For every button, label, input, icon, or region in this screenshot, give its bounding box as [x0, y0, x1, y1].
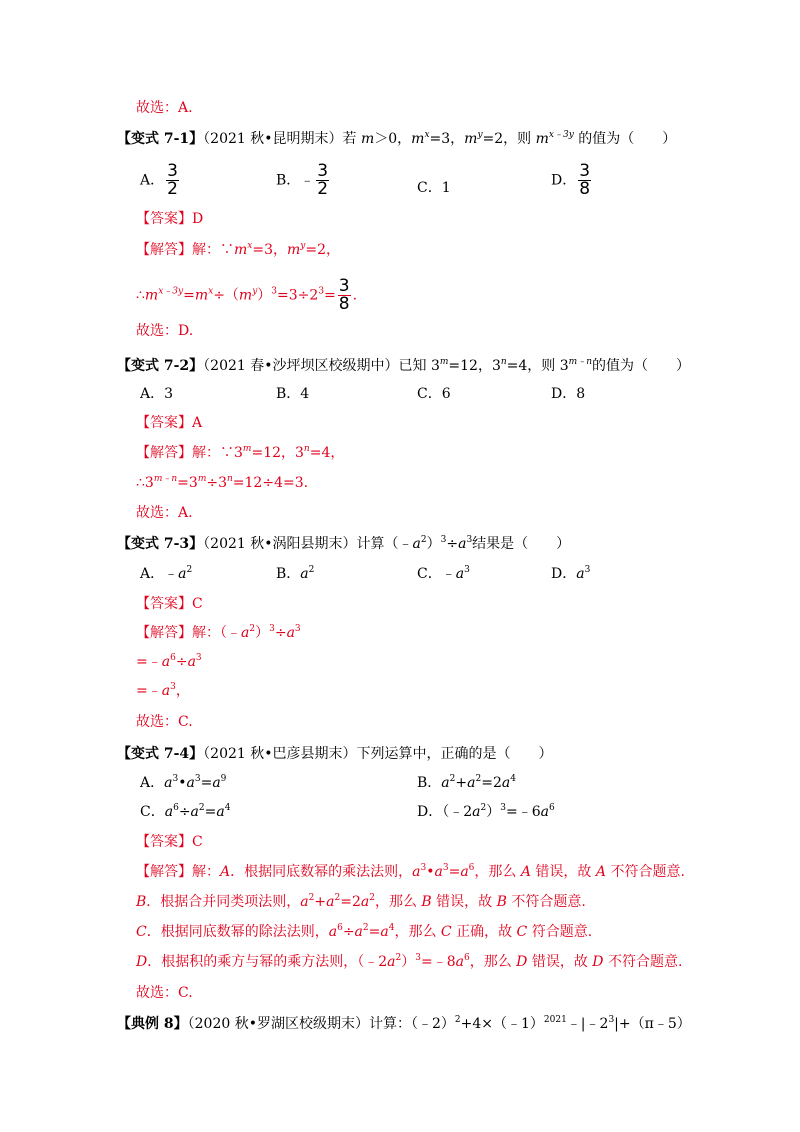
solution-line-1: 【解答】解：$\because m^x=3$，$m^y=2$，	[136, 241, 341, 258]
question-7-3-stem: 【变式 7-3】（2021 秋•涡阳县期末）计算$(﹣a^2)^3\div a^3$结果是（ ）	[117, 535, 571, 552]
option-b: B．$a^2$	[276, 565, 315, 582]
option-a: A．$a^3•a^3=a^9$	[140, 774, 227, 791]
solution-final: 故选：D.	[136, 323, 194, 339]
option-c: C．$a^6\div a^2=a^4$	[140, 803, 231, 820]
option-d: D．$(﹣2a^2)^3=﹣6a^6$	[417, 803, 555, 820]
option-d: D． $\frac{3}{8}$	[551, 161, 591, 199]
solution-final: 故选：A.	[136, 505, 193, 521]
solution-line-3: $=﹣a^3$，	[136, 682, 190, 699]
option-c: C．6	[417, 386, 451, 402]
answer-label: 【答案】D	[136, 211, 204, 227]
question-tag: 【变式 7-1】	[117, 131, 204, 147]
option-c: C．1	[417, 180, 451, 196]
solution-final: 故选：C.	[136, 985, 193, 1001]
option-a: A．$﹣a^2$	[140, 565, 193, 582]
solution-line-2: $\therefore m^{x﹣3y}=m^x\div(m^y)^3=3\div 2^3=$ $\frac{3}{8}$ .	[136, 276, 358, 314]
answer-label: 【答案】C	[136, 596, 203, 612]
option-b: B．﹣ $\frac{3}{2}$	[276, 161, 329, 199]
option-a: A．3	[140, 386, 174, 402]
option-b: B．4	[276, 386, 310, 402]
option-a: A． $\frac{3}{2}$	[140, 161, 178, 199]
solution-line-2: $=﹣a^6\div a^3$	[136, 653, 202, 670]
answer-label: 【答案】C	[136, 834, 203, 850]
option-d: D．8	[551, 386, 586, 402]
solution-line-d: D．根据积的乘方与幂的乘方法则，$(﹣2a^2)^3=﹣8a^6$，那么 D 错误，故 D 不符合题意.	[136, 953, 683, 970]
question-7-1-stem: 【变式 7-1】（2021 秋•昆明期末）若 m＞0，$m^x=3$，$m^y=2$，则 $m^{x﹣3y}$ 的值为（ ）	[117, 130, 677, 147]
solution-final: 故选：C.	[136, 714, 193, 730]
question-7-4-stem: 【变式 7-4】（2021 秋•巴彦县期末）下列运算中，正确的是（ ）	[117, 746, 553, 762]
solution-line-c: C．根据同底数幂的除法法则，$a^6\div a^2=a^4$，那么 C 正确，故 C 符合题意.	[136, 923, 593, 940]
solution-line-b: B．根据合并同类项法则，$a^2+a^2=2a^2$，那么 B 错误，故 B 不符合题意.	[136, 893, 586, 910]
option-d: D．$a^3$	[551, 565, 591, 582]
option-b: B．$a^2+a^2=2a^4$	[417, 774, 516, 791]
option-c: C．$﹣a^3$	[417, 565, 470, 582]
answer-label: 【答案】A	[136, 415, 203, 431]
answer-final-top: 故选：A.	[136, 100, 193, 116]
example-8-stem: 【典例 8】（2020 秋•罗湖区校级期末）计算：$(﹣2)^2+4\times(﹣1)^{2021}﹣|﹣2^3|+(\pi﹣5)$	[117, 1015, 691, 1032]
solution-line-1: 【解答】解：$\because 3^m=12$，$3^n=4$，	[136, 444, 345, 461]
solution-line-a: 【解答】解：A．根据同底数幂的乘法法则，$a^3•a^3=a^6$，那么 A 错误，故 A 不符合题意.	[136, 863, 685, 880]
solution-line-2: $\therefore 3^{m﹣n}=3^m\div 3^n=12\div 4=3$.	[136, 474, 309, 491]
solution-line-1: 【解答】解：$(﹣a^2)^3\div a^3$	[136, 624, 301, 641]
question-7-2-stem: 【变式 7-2】（2021 春•沙坪坝区校级期中）已知 $3^m=12$，$3^n=4$，则 $3^{m﹣n}$的值为（ ）	[117, 357, 691, 374]
